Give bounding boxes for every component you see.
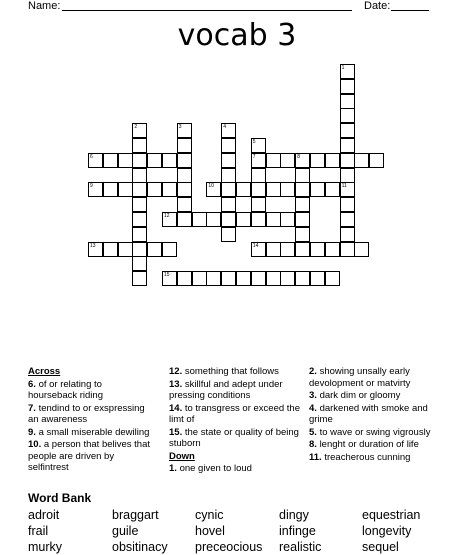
grid-cell[interactable] xyxy=(340,138,355,153)
clue-num: 6. xyxy=(28,378,39,390)
grid-cell[interactable] xyxy=(162,212,177,227)
clues-column-3 xyxy=(309,366,449,464)
clue-item xyxy=(169,463,304,475)
clue-number: 4 xyxy=(223,124,226,131)
word-bank-word: sequel xyxy=(362,540,399,554)
word-bank-word: hovel xyxy=(195,524,225,538)
grid-cell[interactable] xyxy=(266,212,281,227)
clue-num: 2. xyxy=(309,366,320,377)
grid-cell[interactable] xyxy=(162,153,177,168)
clue-item xyxy=(309,403,449,426)
grid-cell[interactable] xyxy=(310,271,325,286)
grid-cell[interactable] xyxy=(340,108,355,123)
grid-cell[interactable] xyxy=(340,197,355,212)
grid-cell[interactable] xyxy=(295,242,310,257)
word-bank-word: realistic xyxy=(279,540,322,554)
clue-number: 2 xyxy=(134,124,138,131)
grid-cell[interactable] xyxy=(325,271,340,286)
grid-cell[interactable] xyxy=(147,153,162,168)
clue-text: treacherous cunning xyxy=(324,451,411,463)
grid-cell[interactable] xyxy=(177,197,192,212)
grid-cell[interactable] xyxy=(251,242,266,257)
grid-cell[interactable] xyxy=(266,182,281,197)
grid-cell[interactable] xyxy=(177,153,192,168)
clue-item xyxy=(28,403,153,426)
grid-cell[interactable] xyxy=(236,271,251,286)
grid-cell[interactable] xyxy=(340,168,355,183)
clue-num: 11. xyxy=(309,451,325,463)
word-bank-word: braggart xyxy=(112,508,159,522)
clue-text: skillful and adept under pressing conditions xyxy=(169,378,283,401)
grid-cell[interactable] xyxy=(251,168,266,183)
clue-number: 9 xyxy=(90,183,93,190)
grid-cell[interactable] xyxy=(325,182,340,197)
word-bank-title: Word Bank xyxy=(28,491,92,505)
grid-cell[interactable] xyxy=(310,242,325,257)
grid-cell[interactable] xyxy=(221,138,236,153)
grid-cell[interactable] xyxy=(340,153,355,168)
grid-cell[interactable] xyxy=(103,182,118,197)
grid-cell[interactable] xyxy=(132,138,147,153)
grid-cell[interactable] xyxy=(354,153,369,168)
clue-text: to transgress or exceed the limt of xyxy=(169,402,300,425)
clue-number: 11 xyxy=(341,183,347,190)
clue-text: darkened with smoke and grime xyxy=(309,402,428,425)
grid-cell[interactable] xyxy=(354,242,369,257)
name-line[interactable] xyxy=(62,10,352,11)
clue-item xyxy=(169,366,304,378)
grid-cell[interactable] xyxy=(206,271,221,286)
grid-cell[interactable] xyxy=(221,227,236,242)
clue-num: 14. xyxy=(169,402,185,414)
clue-number: 10 xyxy=(208,183,214,190)
clue-number: 3 xyxy=(178,124,182,131)
grid-cell[interactable] xyxy=(251,271,266,286)
down-clues-list xyxy=(169,463,304,475)
across-clues-list-cont xyxy=(169,366,304,450)
clue-text: the state or quality of being stuborn xyxy=(169,426,299,449)
grid-cell[interactable] xyxy=(147,182,162,197)
grid-cell[interactable] xyxy=(280,182,295,197)
grid-cell[interactable] xyxy=(177,138,192,153)
grid-cell[interactable] xyxy=(295,197,310,212)
grid-cell[interactable] xyxy=(280,271,295,286)
grid-cell[interactable] xyxy=(340,79,355,94)
clue-text: a person that belives that people are driven by selfintrest xyxy=(28,439,151,473)
word-bank-word: obsitinacy xyxy=(112,540,168,554)
across-clues-list xyxy=(28,379,153,474)
grid-cell[interactable] xyxy=(177,212,192,227)
clue-item xyxy=(169,403,304,426)
clue-num: 8. xyxy=(309,439,320,450)
grid-cell[interactable] xyxy=(192,271,207,286)
grid-cell[interactable] xyxy=(340,123,355,138)
grid-cell[interactable] xyxy=(162,182,177,197)
grid-cell[interactable] xyxy=(221,197,236,212)
grid-cell[interactable] xyxy=(103,153,118,168)
clue-number: 7 xyxy=(252,153,256,160)
grid-cell[interactable] xyxy=(162,271,177,286)
grid-cell[interactable] xyxy=(251,182,266,197)
grid-cell[interactable] xyxy=(103,242,118,257)
word-bank-word: adroit xyxy=(28,508,60,522)
clue-item xyxy=(28,379,153,402)
grid-cell[interactable] xyxy=(177,271,192,286)
word-bank-word: preceocious xyxy=(195,540,263,554)
grid-cell[interactable] xyxy=(206,182,221,197)
clue-text: dark dim or gloomy xyxy=(319,390,401,401)
grid-cell[interactable] xyxy=(132,256,147,271)
grid-cell[interactable] xyxy=(340,227,355,242)
clue-item xyxy=(309,390,449,402)
clue-item xyxy=(309,366,449,389)
date-line[interactable] xyxy=(391,10,429,11)
clue-number: 12 xyxy=(164,213,170,219)
clue-num: 5. xyxy=(309,426,320,438)
grid-cell[interactable] xyxy=(132,271,147,286)
grid-cell[interactable] xyxy=(118,242,133,257)
date-label: Date: xyxy=(364,0,391,12)
grid-cell[interactable] xyxy=(295,182,310,197)
clue-num: 13. xyxy=(169,378,185,390)
clue-num: 7. xyxy=(28,402,39,414)
clue-number: 5 xyxy=(252,139,256,145)
grid-cell[interactable] xyxy=(251,212,266,227)
clue-item xyxy=(309,452,449,464)
grid-cell[interactable] xyxy=(310,182,325,197)
grid-cell[interactable] xyxy=(221,123,236,138)
grid-cell[interactable] xyxy=(132,212,147,227)
clue-num: 4. xyxy=(309,402,320,414)
clue-num: 3. xyxy=(309,390,320,401)
grid-cell[interactable] xyxy=(325,242,340,257)
grid-cell[interactable] xyxy=(88,153,103,168)
clue-text: tendind to or exspressing an awareness xyxy=(28,402,145,425)
clue-number: 14 xyxy=(252,242,259,249)
clue-number: 8 xyxy=(297,153,300,160)
grid-cell[interactable] xyxy=(221,271,236,286)
clue-num: 15. xyxy=(169,426,185,438)
grid-cell[interactable] xyxy=(266,271,281,286)
clues-column-1 xyxy=(28,366,153,475)
grid-cell[interactable] xyxy=(132,123,147,138)
clue-item xyxy=(309,439,449,451)
clue-number: 6 xyxy=(90,153,93,160)
grid-cell[interactable] xyxy=(251,197,266,212)
grid-cell[interactable] xyxy=(177,182,192,197)
grid-cell[interactable] xyxy=(340,94,355,109)
down-clues-list-cont xyxy=(309,366,449,463)
word-bank-word: frail xyxy=(28,524,49,538)
word-bank-word: infinge xyxy=(279,524,316,538)
grid-cell[interactable] xyxy=(132,197,147,212)
grid-cell[interactable] xyxy=(132,168,147,183)
grid-cell[interactable] xyxy=(221,182,236,197)
word-bank-word: cynic xyxy=(195,508,224,522)
grid-cell[interactable] xyxy=(221,153,236,168)
grid-cell[interactable] xyxy=(310,153,325,168)
clue-num: 1. xyxy=(169,463,180,474)
clue-text: a small miserable dewiling xyxy=(38,426,150,438)
grid-cell[interactable] xyxy=(221,212,236,227)
clue-number: 13 xyxy=(90,242,96,249)
grid-cell[interactable] xyxy=(132,182,147,197)
grid-cell[interactable] xyxy=(132,227,147,242)
clue-number: 15 xyxy=(164,272,170,279)
grid-cell[interactable] xyxy=(295,212,310,227)
grid-cell[interactable] xyxy=(266,242,281,257)
grid-cell[interactable] xyxy=(236,212,251,227)
clue-item xyxy=(309,427,449,439)
clue-text: something that follows xyxy=(184,366,279,377)
clue-text: showing unsally early devolopment or matvirty xyxy=(309,366,411,389)
grid-cell[interactable] xyxy=(88,242,103,257)
grid-cell[interactable] xyxy=(147,242,162,257)
word-bank-word: guile xyxy=(112,524,139,538)
clue-number: 1 xyxy=(341,65,345,71)
grid-cell[interactable] xyxy=(295,271,310,286)
grid-cell[interactable] xyxy=(280,153,295,168)
word-bank-word: murky xyxy=(28,540,63,554)
clue-text: to wave or swing vigrously xyxy=(319,426,431,438)
across-heading: Across xyxy=(28,366,61,377)
word-bank-word: dingy xyxy=(279,508,309,522)
grid-cell[interactable] xyxy=(251,138,266,153)
grid-cell[interactable] xyxy=(295,153,310,168)
worksheet-header xyxy=(0,0,474,14)
grid-cell[interactable] xyxy=(132,242,147,257)
grid-cell[interactable] xyxy=(118,153,133,168)
grid-cell[interactable] xyxy=(266,153,281,168)
grid-cell[interactable] xyxy=(206,212,221,227)
clue-num: 12. xyxy=(169,366,185,377)
grid-cell[interactable] xyxy=(251,153,266,168)
grid-cell[interactable] xyxy=(369,153,384,168)
clue-text: lenght or duration of life xyxy=(319,439,419,450)
grid-cell[interactable] xyxy=(340,64,355,79)
word-bank-word: equestrian xyxy=(362,508,421,522)
clue-num: 9. xyxy=(28,426,39,438)
grid-cell[interactable] xyxy=(340,242,355,257)
grid-cell[interactable] xyxy=(88,182,103,197)
grid-cell[interactable] xyxy=(236,182,251,197)
clues-column-2 xyxy=(169,366,304,476)
grid-cell[interactable] xyxy=(192,212,207,227)
clue-num: 10. xyxy=(28,439,44,450)
word-bank-word: longevity xyxy=(362,524,412,538)
grid-cell[interactable] xyxy=(177,168,192,183)
page-title: vocab 3 xyxy=(177,18,297,53)
grid-cell[interactable] xyxy=(325,153,340,168)
clue-text: of or relating to hourseback riding xyxy=(28,378,103,401)
grid-cell[interactable] xyxy=(280,212,295,227)
grid-cell[interactable] xyxy=(295,168,310,183)
grid-cell[interactable] xyxy=(340,212,355,227)
grid-cell[interactable] xyxy=(221,168,236,183)
grid-cell[interactable] xyxy=(132,153,147,168)
clue-item xyxy=(169,427,304,450)
grid-cell[interactable] xyxy=(295,227,310,242)
clue-item xyxy=(169,379,304,402)
clue-item xyxy=(28,427,153,439)
clue-item xyxy=(28,439,153,474)
down-heading: Down xyxy=(169,450,195,462)
grid-cell[interactable] xyxy=(340,182,355,197)
clue-text: one given to loud xyxy=(179,463,252,474)
grid-cell[interactable] xyxy=(162,242,177,257)
grid-cell[interactable] xyxy=(118,182,133,197)
name-label: Name: xyxy=(28,0,61,12)
grid-cell[interactable] xyxy=(280,242,295,257)
grid-cell[interactable] xyxy=(177,123,192,138)
